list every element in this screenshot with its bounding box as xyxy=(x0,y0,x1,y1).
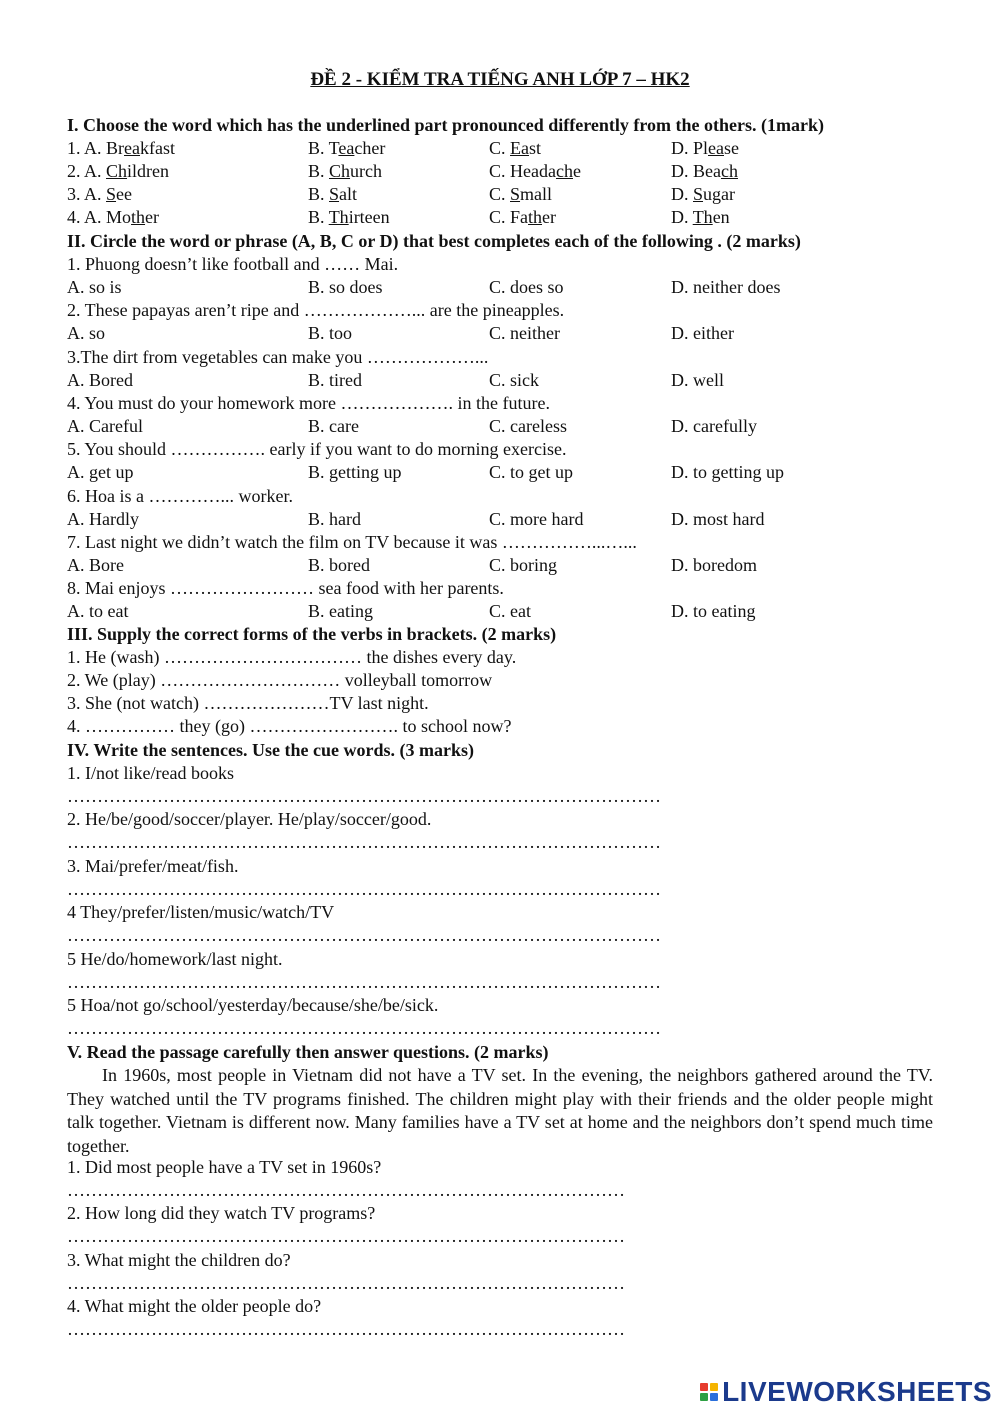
reading-question: 3. What might the children do? xyxy=(67,1249,291,1270)
option-text: urch xyxy=(350,161,383,181)
answer-line[interactable]: ……………………………………………………………………………………… xyxy=(67,878,661,899)
option-text: ugar xyxy=(703,184,735,204)
option-text: C. xyxy=(489,184,511,204)
section-4-heading: IV. Write the sentences. Use the cue words. (3 marks) xyxy=(67,740,474,760)
option-text: B. xyxy=(308,207,329,227)
option-text: se xyxy=(724,138,739,158)
answer-option[interactable]: D. boredom xyxy=(671,554,757,575)
underlined-part: S xyxy=(106,184,117,204)
verb-item[interactable]: 3. She (not watch) …………………TV last night. xyxy=(67,693,429,713)
liveworksheets-logo-icon xyxy=(700,1383,718,1401)
question-number: 4. A. xyxy=(67,207,107,227)
option-text: er xyxy=(145,207,160,227)
option-text: B. T xyxy=(308,138,339,158)
verb-item[interactable]: 1. He (wash) …………………………… the dishes every day. xyxy=(67,647,517,667)
option-text: C. Fa xyxy=(489,207,529,227)
answer-option[interactable]: C. careless xyxy=(489,415,567,436)
options-row xyxy=(67,508,933,531)
options-row xyxy=(67,276,933,299)
underlined-part: ch xyxy=(720,161,738,181)
option-text: ildren xyxy=(127,161,170,181)
cue-sentence: 5 He/do/homework/last night. xyxy=(67,948,283,969)
underlined-part: ch xyxy=(555,161,573,181)
question-text: 5. You should ……………. early if you want to do morning exercise. xyxy=(67,439,567,460)
liveworksheets-logo[interactable] xyxy=(700,1376,992,1408)
underlined-part: S xyxy=(510,184,521,204)
answer-option[interactable]: C. neither xyxy=(489,323,560,344)
verb-item[interactable]: 4. …………… they (go) ……………………. to school now? xyxy=(67,716,512,736)
answer-line[interactable]: ………………………………………………………………………………… xyxy=(67,1180,625,1200)
cue-sentence: 2. He/be/good/soccer/player. He/play/soccer/good. xyxy=(67,809,432,830)
answer-option[interactable]: D. most hard xyxy=(671,508,765,529)
answer-option[interactable]: D. to eating xyxy=(671,601,756,622)
answer-option[interactable]: B. too xyxy=(308,323,353,344)
section-3-heading: III. Supply the correct forms of the verbs in brackets. (2 marks) xyxy=(67,624,557,644)
option-text: C. Heada xyxy=(489,161,556,181)
reading-question: 2. How long did they watch TV programs? xyxy=(67,1203,376,1224)
cue-sentence: 1. I/not like/read books xyxy=(67,763,234,783)
answer-option[interactable]: A. Bored xyxy=(67,369,133,390)
question-number: 3. A. xyxy=(67,184,107,204)
answer-option[interactable] xyxy=(489,137,541,160)
answer-line[interactable]: ………………………………………………………………………………… xyxy=(67,1319,625,1340)
answer-option[interactable]: C. eat xyxy=(489,601,531,622)
cue-sentence: 5 Hoa/not go/school/yesterday/because/she/be/sick. xyxy=(67,995,439,1015)
answer-option[interactable] xyxy=(489,183,552,206)
answer-option[interactable] xyxy=(67,160,169,183)
underlined-part: ea xyxy=(124,138,140,158)
answer-option[interactable]: A. so xyxy=(67,323,106,344)
question-text: 4. You must do your homework more ………………. in the future. xyxy=(67,392,550,413)
option-text: en xyxy=(712,207,730,227)
option-text: Br xyxy=(106,138,125,158)
options-row xyxy=(67,322,933,345)
cue-sentence: 4 They/prefer/listen/music/watch/TV xyxy=(67,902,335,923)
question-text: 3.The dirt from vegetables can make you ………………... xyxy=(67,346,489,367)
answer-line[interactable]: ……………………………………………………………………………………… xyxy=(67,1018,661,1038)
option-text: alt xyxy=(339,184,358,204)
underlined-part: Ch xyxy=(329,161,351,181)
underlined-part: Th xyxy=(692,207,713,227)
question-row xyxy=(67,160,933,183)
option-text: B. xyxy=(308,161,330,181)
section-1-heading: I. Choose the word which has the underlined part pronounced differently from the others. (1mark) xyxy=(67,115,825,135)
answer-option[interactable]: A. to eat xyxy=(67,601,129,622)
answer-option[interactable]: B. getting up xyxy=(308,462,402,483)
underlined-part: th xyxy=(131,207,146,227)
option-text: ee xyxy=(116,184,133,204)
answer-option[interactable] xyxy=(489,160,581,183)
page-title: ĐỀ 2 - KIỂM TRA TIẾNG ANH LỚP 7 – HK2 xyxy=(310,69,690,90)
option-text: D. xyxy=(671,184,693,204)
underlined-part: Th xyxy=(328,207,349,227)
underlined-part: ea xyxy=(708,138,724,158)
question-number: 1. A. xyxy=(67,138,107,158)
cue-sentence: 3. Mai/prefer/meat/fish. xyxy=(67,855,239,876)
option-text: C. xyxy=(489,138,511,158)
answer-option[interactable] xyxy=(67,183,132,206)
answer-option[interactable]: C. to get up xyxy=(489,462,573,483)
option-text: st xyxy=(529,138,542,158)
answer-option[interactable]: C. more hard xyxy=(489,508,584,529)
underlined-part: Ea xyxy=(510,138,529,158)
question-number: 2. A. xyxy=(67,161,107,181)
answer-line[interactable]: ……………………………………………………………………………………… xyxy=(67,786,661,806)
options-row xyxy=(67,461,933,484)
question-text: 1. Phuong doesn’t like football and …… Mai. xyxy=(67,254,399,274)
answer-option[interactable]: A. so is xyxy=(67,277,122,297)
verb-item[interactable]: 2. We (play) ………………………… volleyball tomorrow xyxy=(67,670,493,690)
answer-option[interactable]: A. Hardly xyxy=(67,508,139,529)
answer-option[interactable] xyxy=(671,160,738,183)
answer-option[interactable]: B. tired xyxy=(308,369,362,390)
options-row xyxy=(67,554,933,577)
answer-option[interactable]: D. to getting up xyxy=(671,462,784,483)
answer-line[interactable]: ……………………………………………………………………………………… xyxy=(67,832,661,853)
answer-line[interactable]: ……………………………………………………………………………………… xyxy=(67,971,661,992)
underlined-part: ea xyxy=(338,138,355,158)
option-text: cher xyxy=(354,138,386,158)
option-text: D. Pl xyxy=(671,138,709,158)
question-text: 2. These papayas aren’t ripe and ………………... are the pineapples. xyxy=(67,300,565,321)
option-text: kfast xyxy=(140,138,175,158)
answer-option[interactable]: A. get up xyxy=(67,462,134,483)
answer-option[interactable] xyxy=(67,206,159,229)
section-5-heading: V. Read the passage carefully then answer questions. (2 marks) xyxy=(67,1042,549,1062)
answer-option[interactable]: B. bored xyxy=(308,554,370,575)
option-text: B. xyxy=(308,184,330,204)
answer-option[interactable] xyxy=(308,160,382,183)
answer-option[interactable]: C. does so xyxy=(489,277,564,297)
answer-option[interactable]: B. eating xyxy=(308,601,373,622)
answer-option[interactable] xyxy=(671,206,730,229)
reading-question: 1. Did most people have a TV set in 1960s? xyxy=(67,1157,382,1177)
answer-option[interactable]: D. neither does xyxy=(671,277,781,297)
answer-option[interactable]: A. Bore xyxy=(67,554,124,575)
answer-option[interactable]: D. either xyxy=(671,323,734,344)
answer-line[interactable]: ………………………………………………………………………………… xyxy=(67,1272,625,1293)
answer-option[interactable]: D. well xyxy=(671,369,724,390)
answer-option[interactable]: C. sick xyxy=(489,369,540,390)
answer-option[interactable]: D. carefully xyxy=(671,415,757,436)
question-text: 6. Hoa is a …………... worker. xyxy=(67,485,293,506)
options-row xyxy=(67,369,933,392)
answer-option[interactable]: A. Careful xyxy=(67,415,143,436)
question-text: 8. Mai enjoys …………………… sea food with her parents. xyxy=(67,578,504,599)
answer-option[interactable]: B. so does xyxy=(308,277,383,297)
answer-option[interactable] xyxy=(67,137,175,160)
answer-option[interactable] xyxy=(671,137,739,160)
underlined-part: S xyxy=(693,184,704,204)
options-row xyxy=(67,415,933,438)
answer-option[interactable] xyxy=(671,183,735,206)
option-text: e xyxy=(572,161,581,181)
option-text: D. Bea xyxy=(671,161,721,181)
option-text: mall xyxy=(520,184,553,204)
answer-option[interactable]: B. hard xyxy=(308,508,361,529)
answer-option[interactable]: B. care xyxy=(308,415,359,436)
logo-text: LIVEWORKSHEETS xyxy=(722,1376,992,1407)
option-text: irteen xyxy=(348,207,390,227)
underlined-part: S xyxy=(329,184,340,204)
underlined-part: th xyxy=(528,207,543,227)
answer-line[interactable]: ………………………………………………………………………………… xyxy=(67,1226,625,1247)
underlined-part: Ch xyxy=(106,161,128,181)
question-text: 7. Last night we didn’t watch the film on TV because it was ……………...…... xyxy=(67,531,637,552)
answer-option[interactable]: C. boring xyxy=(489,554,558,575)
answer-option[interactable] xyxy=(308,206,390,229)
question-row xyxy=(67,183,933,206)
section-2-heading: II. Circle the word or phrase (A, B, C or D) that best completes each of the following . (2 marks) xyxy=(67,231,801,251)
reading-passage: In 1960s, most people in Vietnam did not have a TV set. In the evening, the neighbors gathered around the TV. They watched until the TV programs finished. The children might play with their friends and the older people might talk together. Vietnam is different now. Many families have a TV set at home and the neighbors don’t spend much time together. xyxy=(67,1065,933,1156)
option-text: D. xyxy=(671,207,693,227)
answer-option[interactable] xyxy=(308,183,357,206)
options-row xyxy=(67,600,933,623)
option-text: er xyxy=(542,207,557,227)
answer-option[interactable] xyxy=(308,137,385,160)
reading-question: 4. What might the older people do? xyxy=(67,1296,322,1317)
question-row xyxy=(67,206,933,229)
answer-option[interactable] xyxy=(489,206,556,229)
question-row xyxy=(67,137,933,160)
option-text: Mo xyxy=(106,207,132,227)
answer-line[interactable]: ……………………………………………………………………………………… xyxy=(67,925,661,946)
